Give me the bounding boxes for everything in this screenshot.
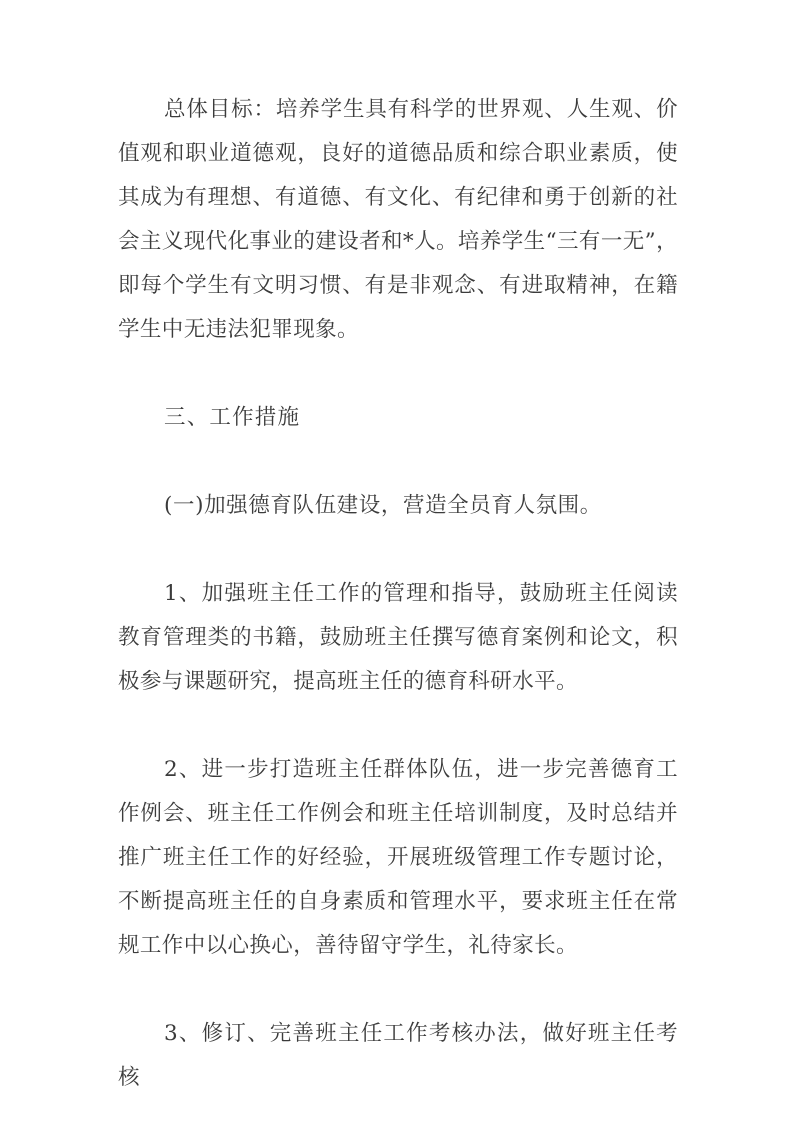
paragraph-item-3: 3、修订、完善班主任工作考核办法，做好班主任考核 (118, 1021, 678, 1090)
document-text-body (118, 88, 678, 1100)
paragraph-item-1: 1、加强班主任工作的管理和指导，鼓励班主任阅读教育管理类的书籍，鼓励班主任撰写德育案例和论文，积极参与课题研究，提高班主任的德育科研水平。 (118, 581, 678, 694)
paragraph-overall-goal: 总体目标：培养学生具有科学的世界观、人生观、价值观和职业道德观，良好的道德品质和综合职业素质，使其成为有理想、有道德、有文化、有纪律和勇于创新的社会主义现代化事业的建设者和*人。培养学生“三有一无”，即每个学生有文明习惯、有是非观念、有进取精神，在籍学生中无违法犯罪现象。 (118, 97, 678, 342)
section-heading-work-measures: 三、工作措施 (164, 405, 301, 430)
subsection-heading-moral-education-team: (一)加强德育队伍建设，营造全员育人氛围。 (164, 493, 602, 518)
paragraph-item-2: 2、进一步打造班主任群体队伍，进一步完善德育工作例会、班主任工作例会和班主任培训制度，及时总结并推广班主任工作的好经验，开展班级管理工作专题讨论，不断提高班主任的自身素质和管理水平，要求班主任在常规工作中以心换心，善待留守学生，礼待家长。 (118, 757, 678, 958)
